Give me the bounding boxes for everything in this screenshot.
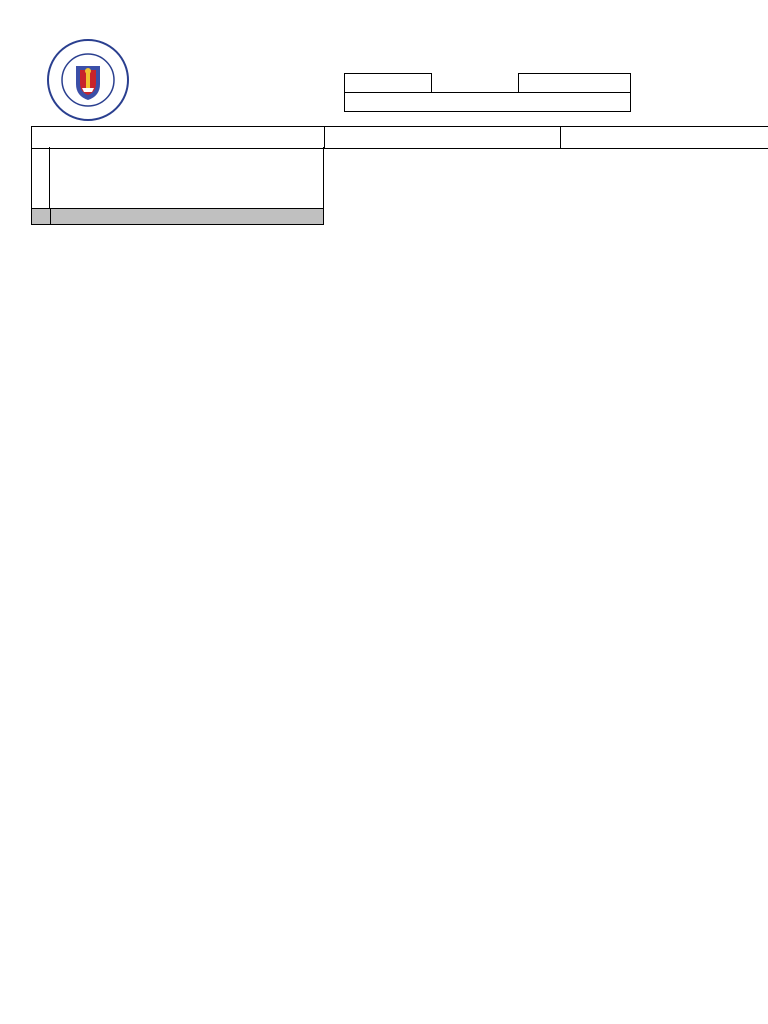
class-info-bar [31, 126, 768, 149]
deped-seal-logo [46, 38, 130, 122]
number-column-header [31, 147, 50, 208]
school-name-field[interactable] [344, 92, 631, 112]
region-field[interactable] [344, 73, 432, 93]
learners-names-header [50, 147, 324, 208]
divider [50, 209, 51, 224]
divider [560, 126, 561, 148]
division-field[interactable] [518, 73, 631, 93]
male-section-row [31, 208, 324, 225]
divider [324, 126, 325, 148]
